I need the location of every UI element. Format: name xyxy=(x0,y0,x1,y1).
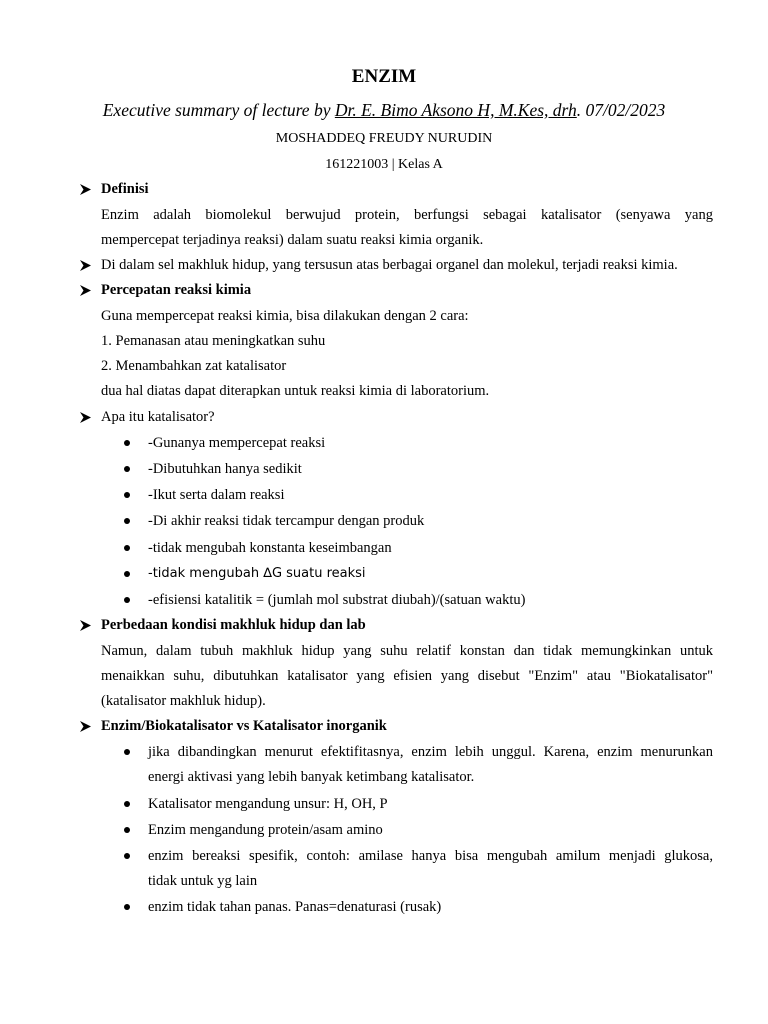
perbedaan-line2: menaikkan suhu, dibutuhkan katalisator yang efisien yang disebut "Enzim" atau "Biokatalisator" xyxy=(101,668,713,684)
katalisator-bullet: -tidak mengubah ∆G suatu reaksi xyxy=(148,566,366,581)
percepatan-item1: 1. Pemanasan atau meningkatkan suhu xyxy=(101,333,326,349)
bullet-dot-icon xyxy=(124,434,132,452)
lecturer-name: Dr. E. Bimo Aksono H, M.Kes, drh xyxy=(334,100,577,120)
bullet-dot-icon xyxy=(124,847,132,865)
perbedaan-line3: (katalisator makhluk hidup). xyxy=(101,693,266,709)
vs-bullet5: enzim tidak tahan panas. Panas=denaturasi (rusak) xyxy=(148,899,442,915)
katalisator-bullet: -tidak mengubah konstanta keseimbangan xyxy=(148,540,392,556)
arrow-bullet-icon xyxy=(80,616,94,634)
arrow-bullet-icon xyxy=(80,180,94,198)
katalisator-bullet: -Dibutuhkan hanya sedikit xyxy=(148,461,302,477)
percepatan-item2: 2. Menambahkan zat katalisator xyxy=(101,358,287,374)
bullet-dot-icon xyxy=(124,743,132,761)
vs-bullet2: Katalisator mengandung unsur: H, OH, P xyxy=(148,796,388,812)
definisi-text-line1: Enzim adalah biomolekul berwujud protein, berfungsi sebagai katalisator (senyawa yang xyxy=(101,207,713,223)
section-heading-katalisator: Apa itu katalisator? xyxy=(101,409,215,425)
section-heading-definisi: Definisi xyxy=(101,181,149,197)
author-name: MOSHADDEQ FREUDY NURUDIN xyxy=(275,131,493,146)
document-subtitle xyxy=(0,100,768,121)
katalisator-bullet: -Ikut serta dalam reaksi xyxy=(148,487,285,503)
perbedaan-line1: Namun, dalam tubuh makhluk hidup yang suhu relatif konstan dan tidak memungkinkan untuk xyxy=(101,643,713,659)
vs-bullet4-line2: tidak untuk yg lain xyxy=(148,873,258,889)
bullet-dot-icon xyxy=(124,512,132,530)
arrow-bullet-icon xyxy=(80,408,94,426)
vs-bullet3: Enzim mengandung protein/asam amino xyxy=(148,822,383,838)
section-heading-vs: Enzim/Biokatalisator vs Katalisator inorganik xyxy=(101,718,387,734)
bullet-dot-icon xyxy=(124,486,132,504)
katalisator-bullet: -efisiensi katalitik = (jumlah mol substrat diubah)/(satuan waktu) xyxy=(148,592,526,608)
bullet-dot-icon xyxy=(124,460,132,478)
bullet-dot-icon xyxy=(124,565,132,583)
bullet-dot-icon xyxy=(124,539,132,557)
student-info: 161221003 | Kelas A xyxy=(325,157,443,172)
vs-bullet1-line2: energi aktivasi yang lebih banyak ketimbang katalisator. xyxy=(148,769,475,785)
arrow-bullet-icon xyxy=(80,256,94,274)
bullet-dot-icon xyxy=(124,898,132,916)
bullet-dot-icon xyxy=(124,795,132,813)
arrow-bullet-icon xyxy=(80,717,94,735)
sel-text: Di dalam sel makhluk hidup, yang tersusun atas berbagai organel dan molekul, terjadi reaksi kimia. xyxy=(101,257,678,273)
percepatan-outro: dua hal diatas dapat diterapkan untuk reaksi kimia di laboratorium. xyxy=(101,383,490,399)
subtitle-date: . 07/02/2023 xyxy=(576,100,666,120)
vs-bullet4-line1: enzim bereaksi spesifik, contoh: amilase hanya bisa mengubah amilum menjadi glukosa, xyxy=(148,848,713,864)
katalisator-bullet: -Gunanya mempercepat reaksi xyxy=(148,435,326,451)
vs-bullet1-line1: jika dibandingkan menurut efektifitasnya, enzim lebih unggul. Karena, enzim menurunkan xyxy=(148,744,713,760)
document-title: ENZIM xyxy=(351,66,417,87)
percepatan-intro: Guna mempercepat reaksi kimia, bisa dilakukan dengan 2 cara: xyxy=(101,308,469,324)
bullet-dot-icon xyxy=(124,821,132,839)
bullet-dot-icon xyxy=(124,591,132,609)
katalisator-bullet: -Di akhir reaksi tidak tercampur dengan produk xyxy=(148,513,425,529)
definisi-text-line2: mempercepat terjadinya reaksi) dalam suatu reaksi kimia organik. xyxy=(101,232,484,248)
arrow-bullet-icon xyxy=(80,281,94,299)
section-heading-perbedaan: Perbedaan kondisi makhluk hidup dan lab xyxy=(101,617,366,633)
subtitle-prefix: Executive summary of lecture by xyxy=(102,100,335,120)
section-heading-percepatan: Percepatan reaksi kimia xyxy=(101,282,252,298)
